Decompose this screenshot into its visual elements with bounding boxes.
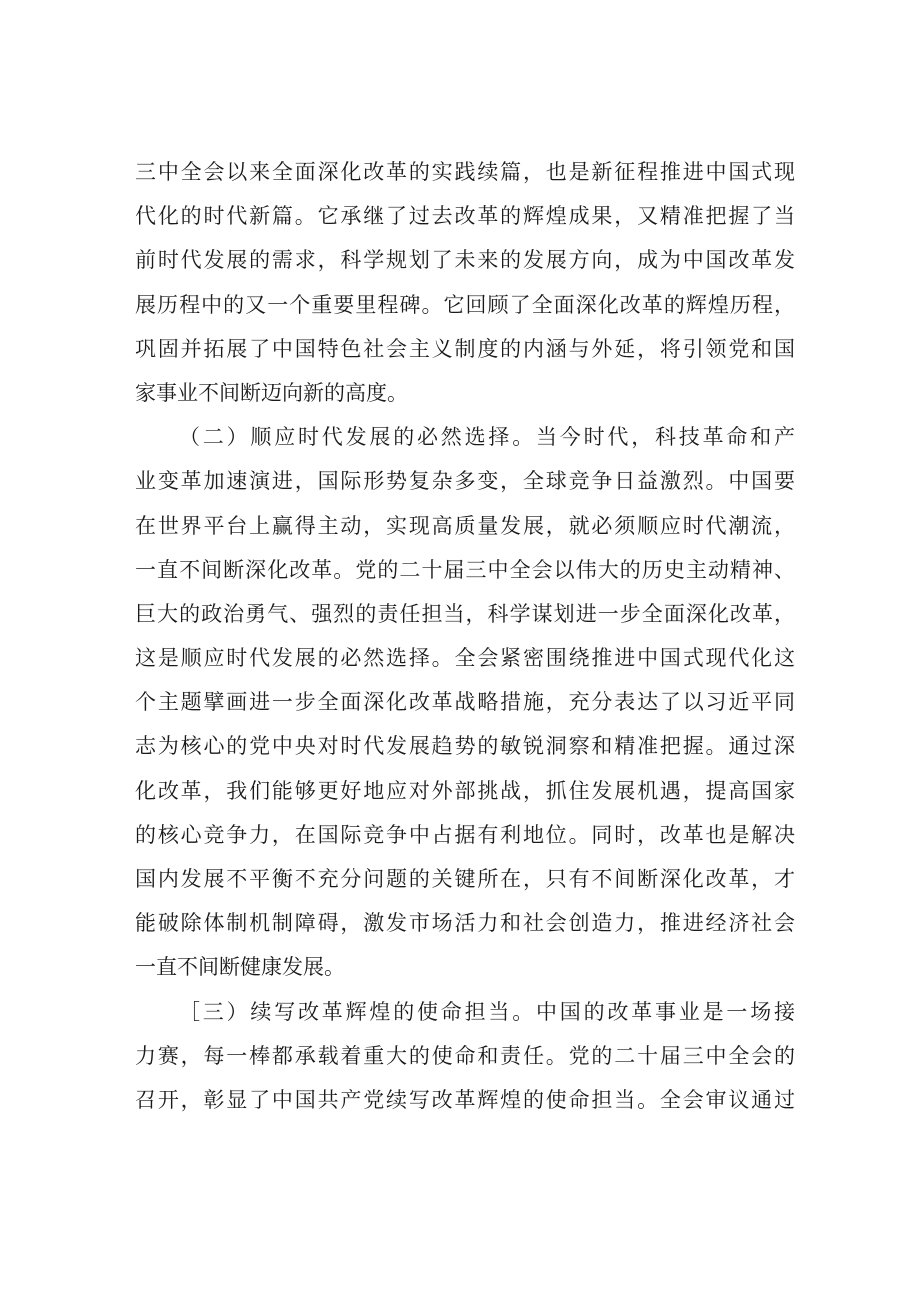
text-line: 一直不间断深化改革。党的二十届三中全会以伟大的历史主动精神、 [135, 557, 795, 582]
paragraph-1 [135, 150, 795, 415]
text-line: 三中全会以来全面深化改革的实践续篇，也是新征程推进中国式现 [135, 160, 795, 184]
text-line: 代化的时代新篇。它承继了过去改革的辉煌成果，又精准把握了当 [135, 204, 795, 229]
text-line: 家事业不间断迈向新的高度。 [135, 380, 408, 405]
text-line: 一直不间断健康发展。 [135, 955, 345, 980]
text-line: 力赛，每一棒都承载着重大的使命和责任。党的二十届三中全会的 [135, 1043, 795, 1068]
text-line: 个主题擘画进一步全面深化改革战略措施，充分表达了以习近平同 [135, 690, 795, 715]
section-heading-line: （二）顺应时代发展的必然选择。当今时代，科技革命和产 [179, 425, 795, 450]
text-line: 的核心竞争力，在国际竞争中占据有利地位。同时，改革也是解决 [135, 822, 795, 847]
paragraph-2 [135, 415, 795, 989]
text-line: 化改革，我们能够更好地应对外部挑战，抓住发展机遇，提高国家 [135, 778, 795, 803]
section-heading-line: ［三）续写改革辉煌的使命担当。中国的改革事业是一场接 [179, 999, 795, 1024]
text-line: 在世界平台上赢得主动，实现高质量发展，就必须顺应时代潮流， [135, 513, 795, 538]
text-line: 业变革加速演进，国际形势复杂多变，全球竞争日益激烈。中国要 [135, 469, 795, 494]
text-line: 巨大的政治勇气、强烈的责任担当，科学谋划进一步全面深化改革， [135, 601, 795, 626]
text-line: 前时代发展的需求，科学规划了未来的发展方向，成为中国改革发 [135, 248, 795, 273]
text-line: 国内发展不平衡不充分问题的关键所在，只有不间断深化改革，才 [135, 867, 795, 891]
paragraph-3 [135, 990, 795, 1123]
text-line: 这是顺应时代发展的必然选择。全会紧密围绕推进中国式现代化这 [135, 646, 795, 671]
document-body [135, 150, 795, 1122]
text-line: 召开，彰显了中国共产党续写改革辉煌的使命担当。全会审议通过 [135, 1087, 795, 1112]
text-line: 能破除体制机制障碍，激发市场活力和社会创造力，推进经济社会 [135, 911, 795, 936]
text-line: 巩固并拓展了中国特色社会主义制度的内涵与外延，将引领党和国 [135, 336, 795, 361]
text-line: 志为核心的党中央对时代发展趋势的敏锐洞察和精准把握。通过深 [135, 734, 795, 759]
text-line: 展历程中的又一个重要里程碑。它回顾了全面深化改革的辉煌历程， [135, 292, 795, 317]
